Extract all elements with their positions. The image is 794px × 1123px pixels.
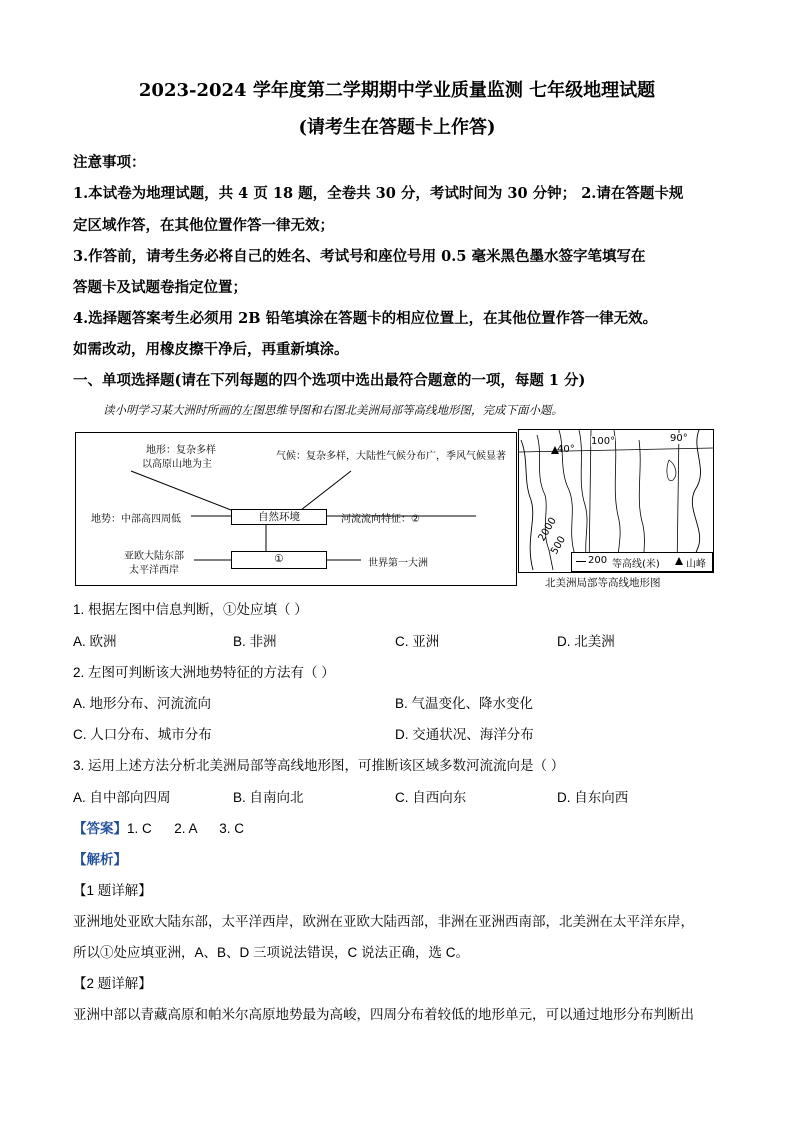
notice-heading: 注意事项： xyxy=(73,154,146,171)
contour-map-figure xyxy=(518,429,714,573)
location-label-2: 太平洋西岸 xyxy=(129,565,179,576)
legend-contour-value: 200 xyxy=(588,555,608,566)
answer-line xyxy=(73,817,244,837)
detail-2-line: 亚洲中部以青藏高原和帕米尔高原地势最为高峻，四周分布着较低的地形单元，可以通过地形分布判断出 xyxy=(73,1007,694,1022)
question-3-option-d[interactable]: D. 自东向西 xyxy=(557,790,629,805)
peak-icon xyxy=(675,557,683,565)
notice-line: 定区域作答，在其他位置作答一律无效； xyxy=(73,217,334,234)
legend-contour-label: 等高线(米) xyxy=(612,559,660,570)
landform-label-2: 以高原山地为主 xyxy=(142,459,212,470)
detail-2-heading: 【2 题详解】 xyxy=(73,976,152,991)
blank-box: ① xyxy=(231,551,327,569)
detail-1-line: 亚洲地处亚欧大陆东部，太平洋西岸，欧洲在亚欧大陆西部，非洲在亚洲西南部，北美洲在太平洋东岸， xyxy=(73,914,694,929)
question-2-option-a[interactable]: A. 地形分布、河流流向 xyxy=(73,696,212,711)
notice-line: 1.本试卷为地理试题，共 4 页 18 题，全卷共 30 分，考试时间为 30 分钟； 2.请在答题卡规 xyxy=(73,185,684,202)
answer-values: 1. C 2. A 3. C xyxy=(127,821,245,836)
map-caption: 北美洲局部等高线地形图 xyxy=(545,577,661,589)
question-3-option-c[interactable]: C. 自西向东 xyxy=(395,790,467,805)
terrain-label: 地势：中部高四周低 xyxy=(91,514,181,525)
location-label: 亚欧大陆东部 xyxy=(124,551,184,562)
lat-label: 40° xyxy=(557,444,575,455)
largest-label: 世界第一大洲 xyxy=(368,558,428,569)
question-1-stem: 1. 根据左图中信息判断，①处应填（ ） xyxy=(73,602,308,617)
question-1-option-c[interactable]: C. 亚洲 xyxy=(395,634,440,649)
notice-line: 答题卡及试题卷指定位置； xyxy=(73,279,247,296)
detail-1-heading: 【1 题详解】 xyxy=(73,883,152,898)
legend-peak-label: 山峰 xyxy=(686,559,706,570)
question-3-stem: 3. 运用上述方法分析北美洲局部等高线地形图，可推断该区域多数河流流向是（ ） xyxy=(73,758,565,773)
question-2-option-b[interactable]: B. 气温变化、降水变化 xyxy=(395,696,534,711)
section-heading: 一、单项选择题(请在下列每题的四个选项中选出最符合题意的一项，每题 1 分) xyxy=(73,372,586,389)
analysis-label: 【解析】 xyxy=(73,852,127,867)
river-label: 河流流向特征：② xyxy=(341,514,420,525)
mind-map-figure xyxy=(75,432,517,586)
question-2-option-c[interactable]: C. 人口分布、城市分布 xyxy=(73,727,212,742)
detail-1-line: 所以①处应填亚洲，A、B、D 三项说法错误，C 说法正确，选 C。 xyxy=(73,945,470,960)
contour-label-500: 500 xyxy=(549,534,569,557)
question-1-option-b[interactable]: B. 非洲 xyxy=(233,634,277,649)
question-3-option-a[interactable]: A. 自中部向四周 xyxy=(73,790,171,805)
question-3-option-b[interactable]: B. 自南向北 xyxy=(233,790,304,805)
center-box: 自然环境 xyxy=(231,509,327,525)
question-2-option-d[interactable]: D. 交通状况、海洋分布 xyxy=(395,727,534,742)
notice-line: 4.选择题答案考生必须用 2B 铅笔填涂在答题卡的相应位置上，在其他位置作答一律无效。 xyxy=(73,310,658,327)
map-legend xyxy=(571,552,713,572)
lon-label-100: 100° xyxy=(591,436,616,447)
landform-label: 地形：复杂多样 xyxy=(146,445,216,456)
legend-line-icon xyxy=(576,561,586,562)
exam-subtitle: (请考生在答题卡上作答) xyxy=(298,117,496,138)
notice-line: 3.作答前，请考生务必将自己的姓名、考试号和座位号用 0.5 毫米黑色墨水签字笔填写在 xyxy=(73,248,646,265)
section-intro: 读小明学习某大洲时所画的左图思维导图和右图北美洲局部等高线地形图，完成下面小题。 xyxy=(103,403,563,417)
notice-line: 如需改动，用橡皮擦干净后，再重新填涂。 xyxy=(73,341,349,358)
contour-label-2000: 2000 xyxy=(536,515,559,544)
question-1-option-d[interactable]: D. 北美洲 xyxy=(557,634,615,649)
question-2-stem: 2. 左图可判断该大洲地势特征的方法有（ ） xyxy=(73,665,335,680)
lon-label-90: 90° xyxy=(670,433,688,444)
answer-label: 【答案】 xyxy=(73,821,127,836)
climate-label: 气候：复杂多样，大陆性气候分布广，季风气候显著 xyxy=(276,451,506,462)
exam-title: 2023-2024 学年度第二学期期中学业质量监测 七年级地理试题 xyxy=(138,80,656,101)
question-1-option-a[interactable]: A. 欧洲 xyxy=(73,634,117,649)
